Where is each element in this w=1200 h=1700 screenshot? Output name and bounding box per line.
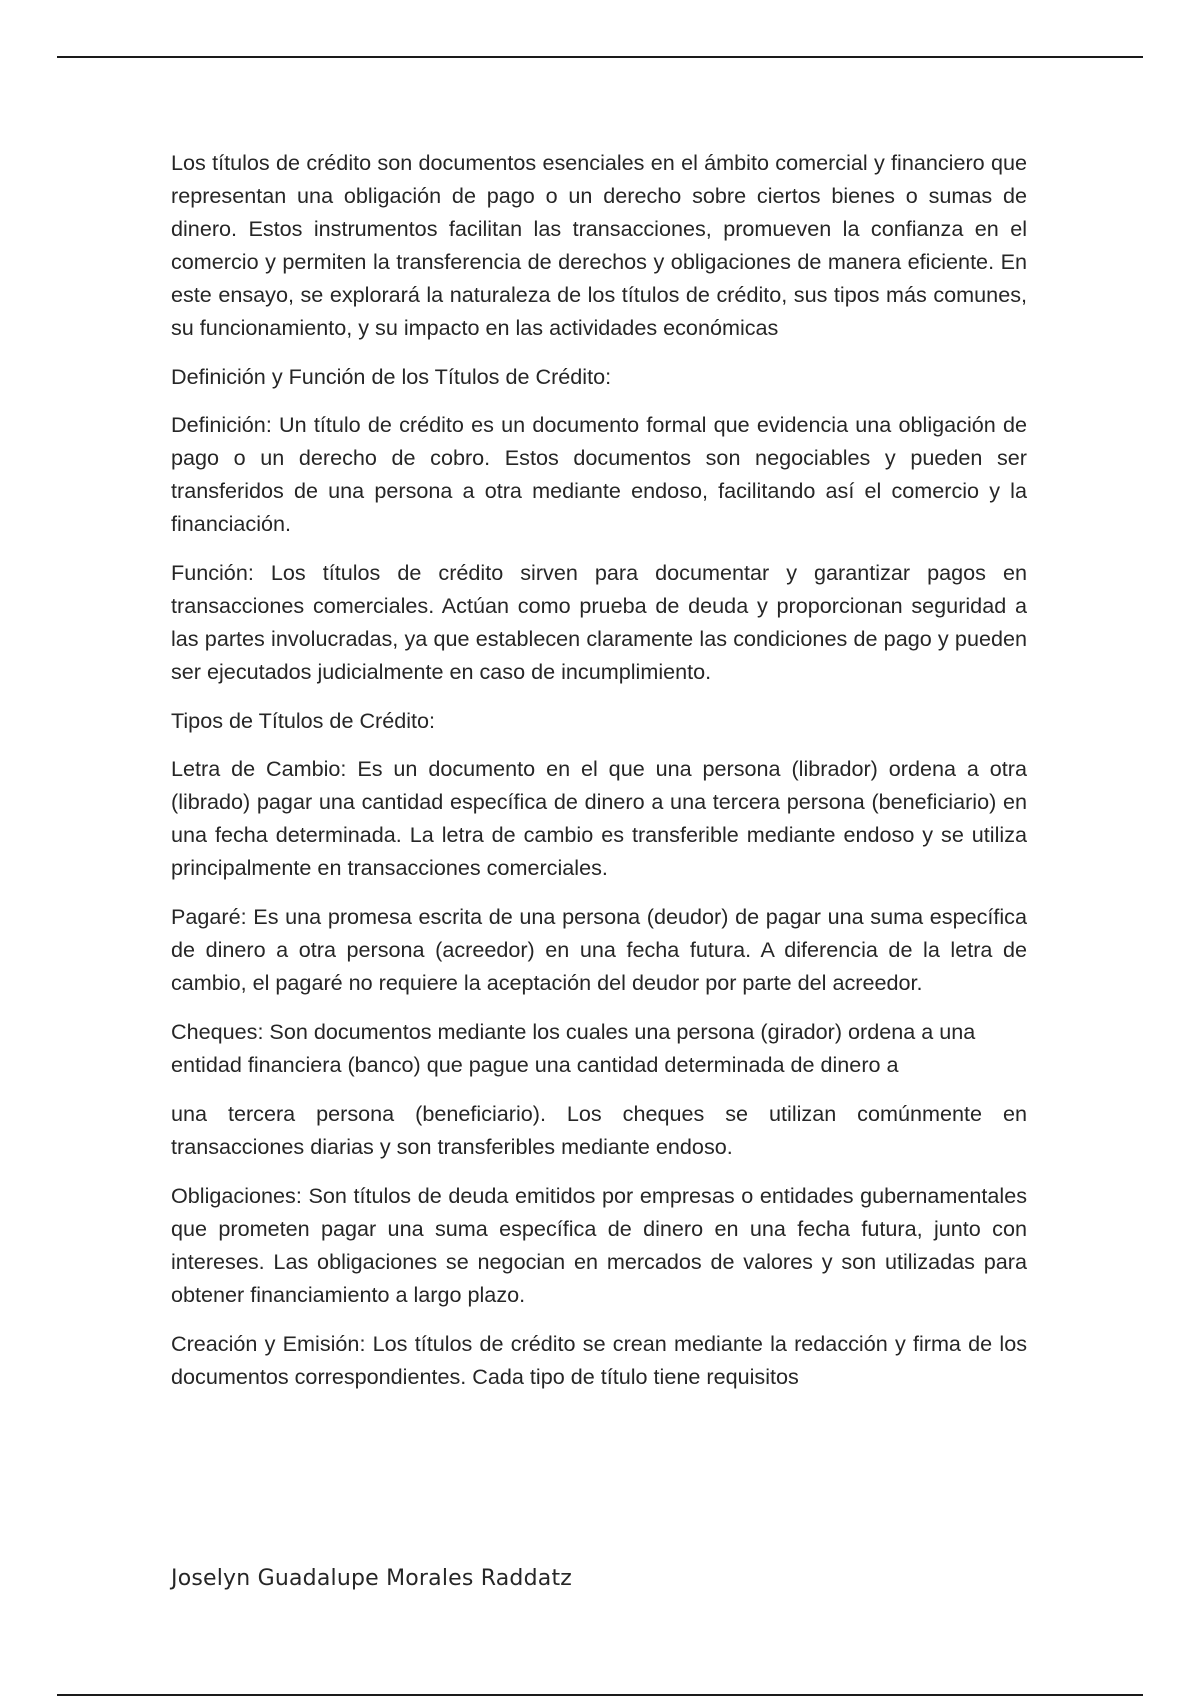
intro-paragraph: Los títulos de crédito son documentos esenciales en el ámbito comercial y financiero que representan una obligación de pago o un derecho sobre ciertos bienes o sumas de dinero. Estos instrumentos facilitan las transacciones, promueven la confianza en el comercio y permiten la transferencia de derechos y obligaciones de manera eficiente. En este ensayo, se explorará la naturaleza de los títulos de crédito, sus tipos más comunes, su funcionamiento, y su impacto en las actividades económicas [171, 150, 1027, 340]
section-heading-definition-function: Definición y Función de los Títulos de Crédito: [171, 364, 612, 389]
function-paragraph: Función: Los títulos de crédito sirven para documentar y garantizar pagos en transacciones comerciales. Actúan como prueba de deuda y proporcionan seguridad a las partes involucradas, ya que establecen claramente las condiciones de pago y pueden ser ejecutados judicialmente en caso de incumplimiento. [171, 560, 1027, 684]
pagare-paragraph: Pagaré: Es una promesa escrita de una persona (deudor) de pagar una suma específica de dinero a otra persona (acreedor) en una fecha futura. A diferencia de la letra de cambio, el pagaré no requiere la aceptación del deudor por parte del acreedor. [171, 904, 1027, 995]
section-heading-types: Tipos de Títulos de Crédito: [171, 708, 436, 733]
cheques-continuation-paragraph: una tercera persona (beneficiario). Los cheques se utilizan comúnmente en transacciones diarias y son transferibles mediante endoso. [171, 1101, 1027, 1159]
letra-de-cambio-paragraph: Letra de Cambio: Es un documento en el que una persona (librador) ordena a otra (librado) pagar una cantidad específica de dinero a una tercera persona (beneficiario) en una fecha determinada. La letra de cambio es transferible mediante endoso y se utiliza principalmente en transacciones comerciales. [171, 756, 1027, 880]
document-body [171, 146, 1027, 1409]
cheques-paragraph: Cheques: Son documentos mediante los cuales una persona (girador) ordena a una entidad financiera (banco) que pague una cantidad determinada de dinero a [171, 1019, 976, 1077]
obligaciones-paragraph: Obligaciones: Son títulos de deuda emitidos por empresas o entidades gubernamentales que prometen pagar una suma específica de dinero en una fecha futura, junto con intereses. Las obligaciones se negocian en mercados de valores y son utilizadas para obtener financiamiento a largo plazo. [171, 1183, 1027, 1307]
bottom-divider [57, 1694, 1143, 1696]
footer-author-name: Joselyn Guadalupe Morales Raddatz [171, 1566, 573, 1591]
top-divider [57, 56, 1143, 58]
definition-paragraph: Definición: Un título de crédito es un documento formal que evidencia una obligación de pago o un derecho de cobro. Estos documentos son negociables y pueden ser transferidos de una persona a otra mediante endoso, facilitando así el comercio y la financiación. [171, 412, 1027, 536]
creacion-emision-paragraph: Creación y Emisión: Los títulos de crédito se crean mediante la redacción y firma de los documentos correspondientes. Cada tipo de título tiene requisitos [171, 1331, 1027, 1389]
